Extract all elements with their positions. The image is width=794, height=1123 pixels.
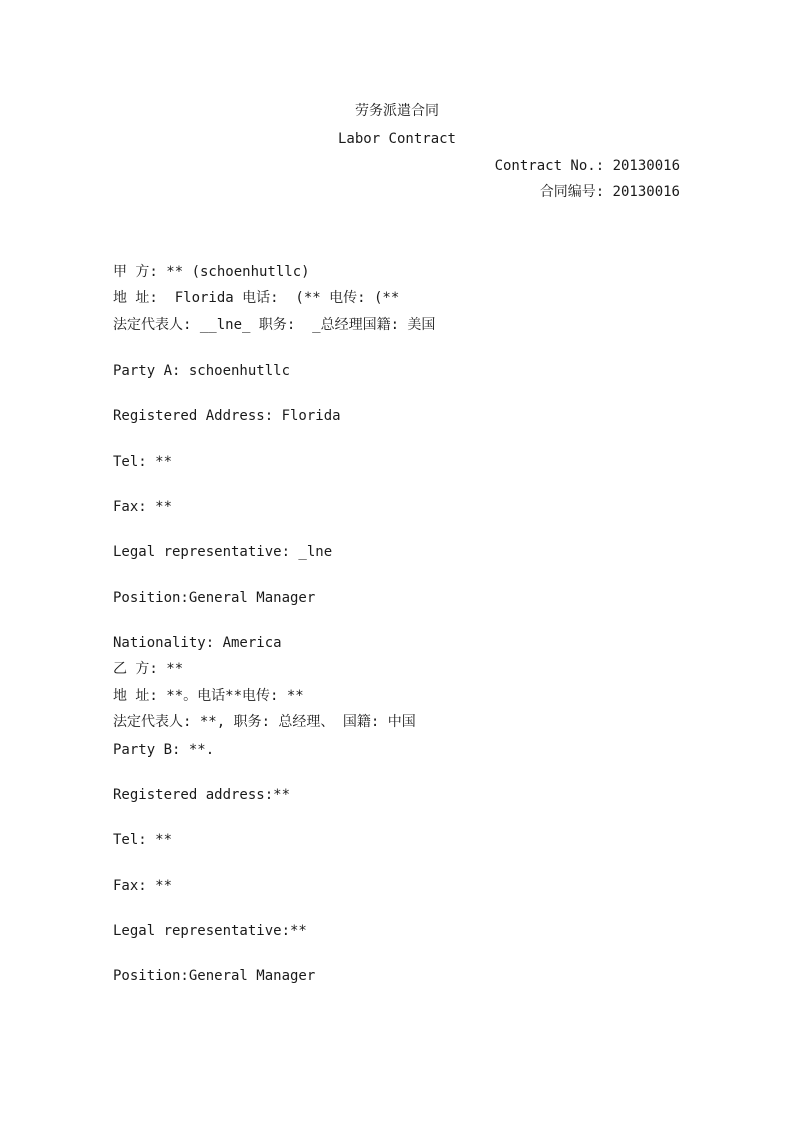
contract-number-cn: 合同编号: 20130016	[539, 184, 680, 200]
party-a-nationality-en: Nationality: America	[113, 635, 282, 651]
party-a-name-cn: 甲 方: ** (schoenhutllc)	[113, 264, 310, 280]
party-a-position-en: Position:General Manager	[113, 590, 316, 606]
contract-number-en: Contract No.: 20130016	[494, 158, 680, 174]
party-a-representative-en: Legal representative: _lne	[113, 544, 333, 560]
party-b-address-en: Registered address:**	[113, 787, 291, 803]
title-en: Labor Contract	[337, 131, 456, 147]
party-b-name-cn: 乙 方: **	[113, 661, 184, 677]
title-cn: 劳务派遣合同	[355, 103, 439, 119]
party-a-address-cn: 地 址: Florida 电话: (** 电传: (**	[113, 290, 400, 306]
party-b-representative-en: Legal representative:**	[113, 923, 307, 939]
party-a-representative-cn: 法定代表人: __lne_ 职务: _总经理国籍: 美国	[113, 317, 436, 333]
party-a-address-en: Registered Address: Florida	[113, 408, 341, 424]
party-b-name-en: Party B: **.	[113, 742, 215, 758]
party-a-fax-en: Fax: **	[113, 499, 173, 515]
party-b-position-en: Position:General Manager	[113, 968, 316, 984]
party-a-name-en: Party A: schoenhutllc	[113, 363, 291, 379]
party-b-tel-en: Tel: **	[113, 832, 173, 848]
party-a-tel-en: Tel: **	[113, 454, 173, 470]
party-b-fax-en: Fax: **	[113, 878, 173, 894]
party-b-representative-cn: 法定代表人: **, 职务: 总经理、 国籍: 中国	[113, 714, 416, 730]
party-b-address-cn: 地 址: **。电话**电传: **	[113, 688, 304, 704]
